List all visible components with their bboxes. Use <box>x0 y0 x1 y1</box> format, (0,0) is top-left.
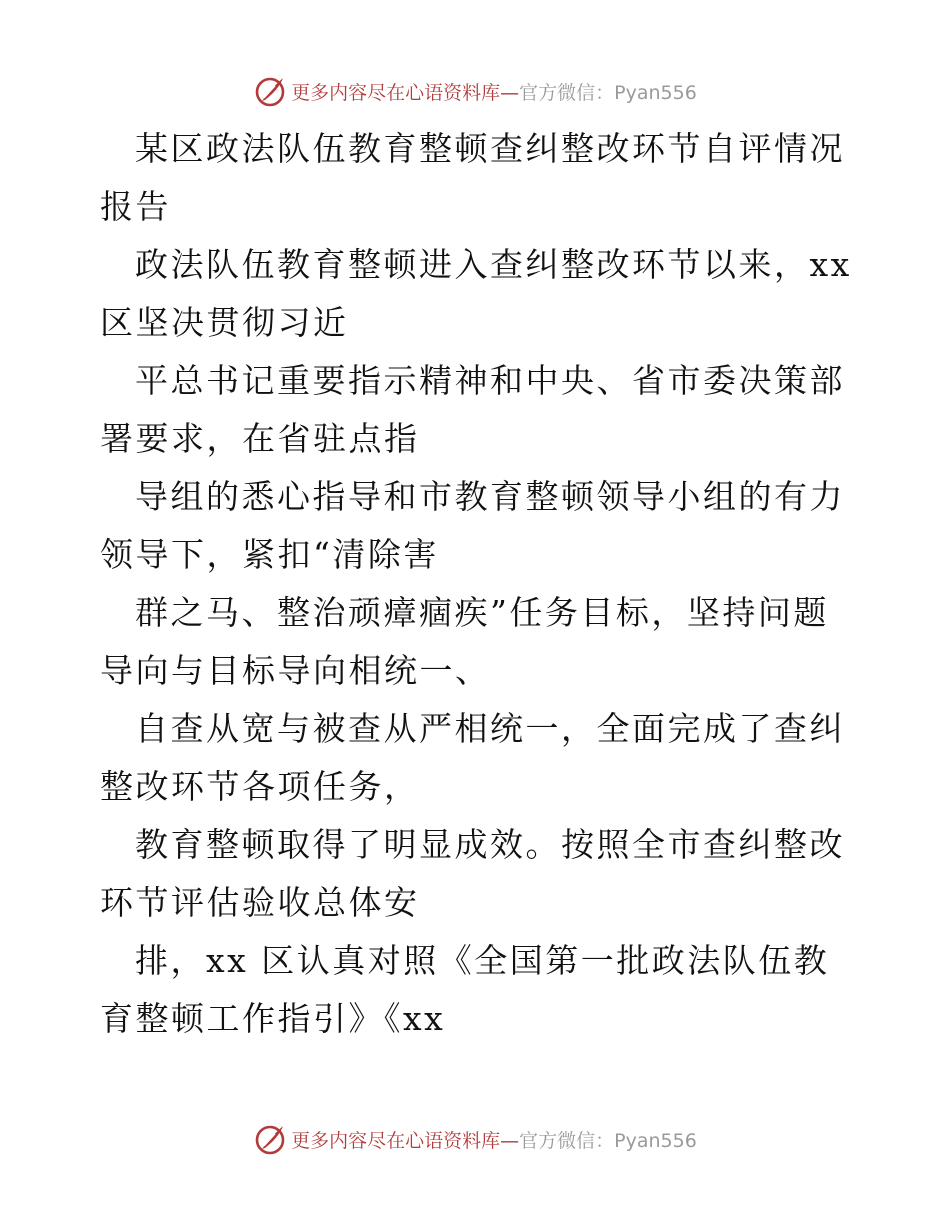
banner-main-text: 更多内容尽在心语资料库— <box>291 1129 520 1152</box>
quill-pen-circle-icon <box>253 74 287 108</box>
footer-watermark-banner <box>0 1119 950 1159</box>
paragraph-line: 群之马、整治顽瘴痼疾”任务目标，坚持问题导向与目标导向相统一、 <box>100 593 829 690</box>
paragraph-line: 排，xx 区认真对照《全国第一批政法队伍教育整顿工作指引》《xx <box>100 941 830 1038</box>
paragraph-line: 自查从宽与被查从严相统一，全面完成了查纠整改环节各项任务， <box>100 709 845 806</box>
banner-main-text: 更多内容尽在心语资料库— <box>291 81 520 104</box>
document-title: 某区政法队伍教育整顿查纠整改环节自评情况报告 <box>100 129 845 226</box>
paragraph-line: 教育整顿取得了明显成效。按照全市查纠整改环节评估验收总体安 <box>100 825 845 922</box>
quill-pen-circle-icon <box>253 1122 287 1156</box>
paragraph-line: 平总书记重要指示精神和中央、省市委决策部署要求，在省驻点指 <box>100 361 845 458</box>
header-watermark-banner <box>0 71 950 111</box>
banner-wechat-text: 官方微信：Pyan556 <box>519 1129 697 1152</box>
document-body <box>100 120 860 1048</box>
paragraph-line: 导组的悉心指导和市教育整顿领导小组的有力领导下，紧扣“清除害 <box>100 477 845 574</box>
paragraph-line: 政法队伍教育整顿进入查纠整改环节以来，xx 区坚决贯彻习近 <box>100 245 852 342</box>
banner-wechat-text: 官方微信：Pyan556 <box>519 81 697 104</box>
